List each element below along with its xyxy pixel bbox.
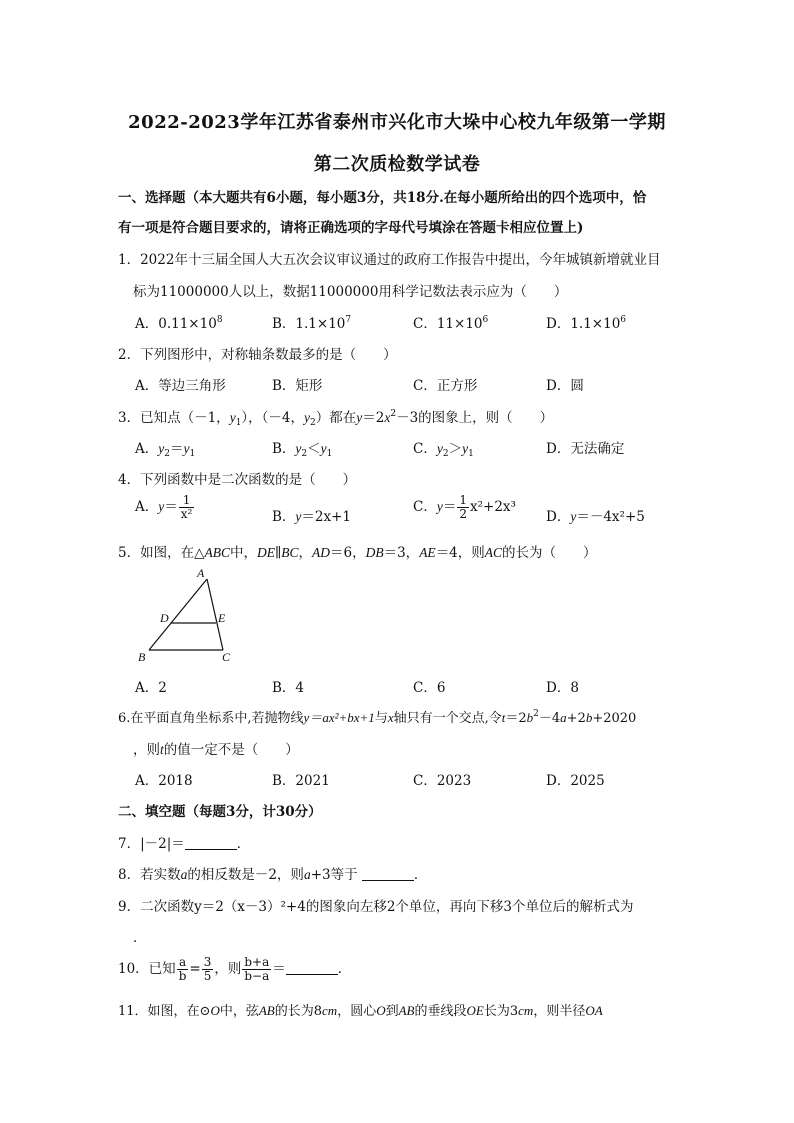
label-d: D	[160, 611, 169, 625]
q6-option-c: C．2023	[413, 773, 472, 789]
q4-option-b: B．y＝2x+1	[272, 509, 352, 525]
q11-stem: 11．如图，在⊙O中，弦AB的长为8cm，圆心O到AB的垂线段OE长为3cm，则半径OA	[118, 1003, 603, 1019]
label-a: A	[197, 566, 205, 580]
q9-line2: ．	[133, 930, 147, 946]
section1-heading-line2: 有一项是符合题目要求的，请将正确选项的字母代号填涂在答题卡相应位置上)	[118, 220, 584, 236]
q3-option-a: A．$y_2=y_1$	[135, 441, 196, 459]
q5-option-b: B．4	[272, 680, 305, 696]
q9-line1: 9．二次函数y＝2（x－3）²+4的图象向左移2个单位，再向下移3个单位后的解析式为	[118, 899, 634, 915]
q3-option-c: C．$y_2>y_1$	[413, 441, 474, 459]
label-b: B	[138, 650, 146, 664]
triangle-side-ab	[149, 579, 207, 650]
q2-option-b: B．矩形	[272, 378, 323, 394]
label-e: E	[218, 611, 226, 625]
q6-option-a: A．2018	[135, 773, 193, 789]
q8-answer-blank[interactable]	[362, 868, 414, 881]
exam-title-line2: 第二次质检数学试卷	[313, 154, 481, 175]
q4-option-d: D．y＝－4x²+5	[546, 509, 645, 525]
q2-option-d: D．圆	[546, 378, 584, 394]
q1-option-c: C．$11\times 10^6$	[413, 315, 489, 332]
q3-option-b: B．$y_2<y_1$	[272, 441, 333, 459]
label-c: C	[222, 650, 231, 664]
q3-option-d: D．无法确定	[546, 441, 625, 457]
q2-option-c: C．正方形	[413, 378, 478, 394]
q7-answer-blank[interactable]	[185, 837, 237, 850]
q6-option-d: D．2025	[546, 773, 605, 789]
q6-option-b: B．2021	[272, 773, 330, 789]
q1-option-a: A．$0.11\times 10^8$	[135, 315, 223, 332]
q8-stem: 8．若实数a的相反数是－2，则a+3等于 ．	[118, 867, 428, 883]
q2-stem: 2．下列图形中，对称轴条数最多的是（ ）	[118, 347, 397, 363]
q2-option-a: A．等边三角形	[135, 378, 226, 394]
q1-option-d: D．$1.1\times 10^6$	[546, 315, 627, 332]
q10-answer-blank[interactable]	[286, 962, 338, 975]
section2-heading: 二、填空题（每题3分，计30分）	[118, 804, 322, 820]
section1-heading-line1: 一、选择题（本大题共有6小题，每小题3分，共18分.在每小题所给出的四个选项中，恰	[118, 190, 647, 206]
q3-stem: 3．已知点（－1，$y_1$），（－4，$y_2$）都在$y=2x^2-3$的图象上，则（ ）	[118, 409, 554, 428]
q5-option-a: A．2	[135, 680, 167, 696]
q7-stem: 7．|－2|＝ ．	[118, 836, 251, 852]
q1-line1: 1．2022年十三届全国人大五次会议审议通过的政府工作报告中提出，今年城镇新增就业目	[118, 252, 661, 268]
q1-line2: 标为11000000人以上，数据11000000用科学记数法表示应为（ ）	[133, 284, 568, 300]
q5-option-d: D．8	[546, 680, 579, 696]
q4-option-c: C．y＝ $\frac{1}{2}$ x²+2x³	[413, 493, 516, 521]
q6-line1: 6.在平面直角坐标系中,若抛物线y＝ax²+bx+1与x轴只有一个交点,令$t=2b^2-4a+2b+2020$	[118, 709, 637, 726]
q5-option-c: C．6	[413, 680, 446, 696]
q1-option-b: B．$1.1\times 10^7$	[272, 315, 352, 332]
q5-stem: 5．如图，在△ABC中，DE∥BC，AD＝6，DB＝3，AE＝4，则AC的长为（ ）	[118, 545, 597, 561]
q4-stem: 4．下列函数中是二次函数的是（ ）	[118, 472, 357, 488]
q6-line2: ，则t的值一定不是（ ）	[133, 742, 299, 758]
exam-title-line1: 2022-2023学年江苏省泰州市兴化市大垛中心校九年级第一学期	[128, 112, 666, 133]
q10-stem: 10．已知 $\frac{a}{b}$ = $\frac{3}{5}$ ，则 $\frac{b+a}{b-a}$ ＝ ．	[118, 955, 352, 983]
q4-option-a: A．y＝ $\frac{1}{\text{x²}}$	[135, 493, 193, 521]
triangle-figure	[130, 566, 240, 666]
